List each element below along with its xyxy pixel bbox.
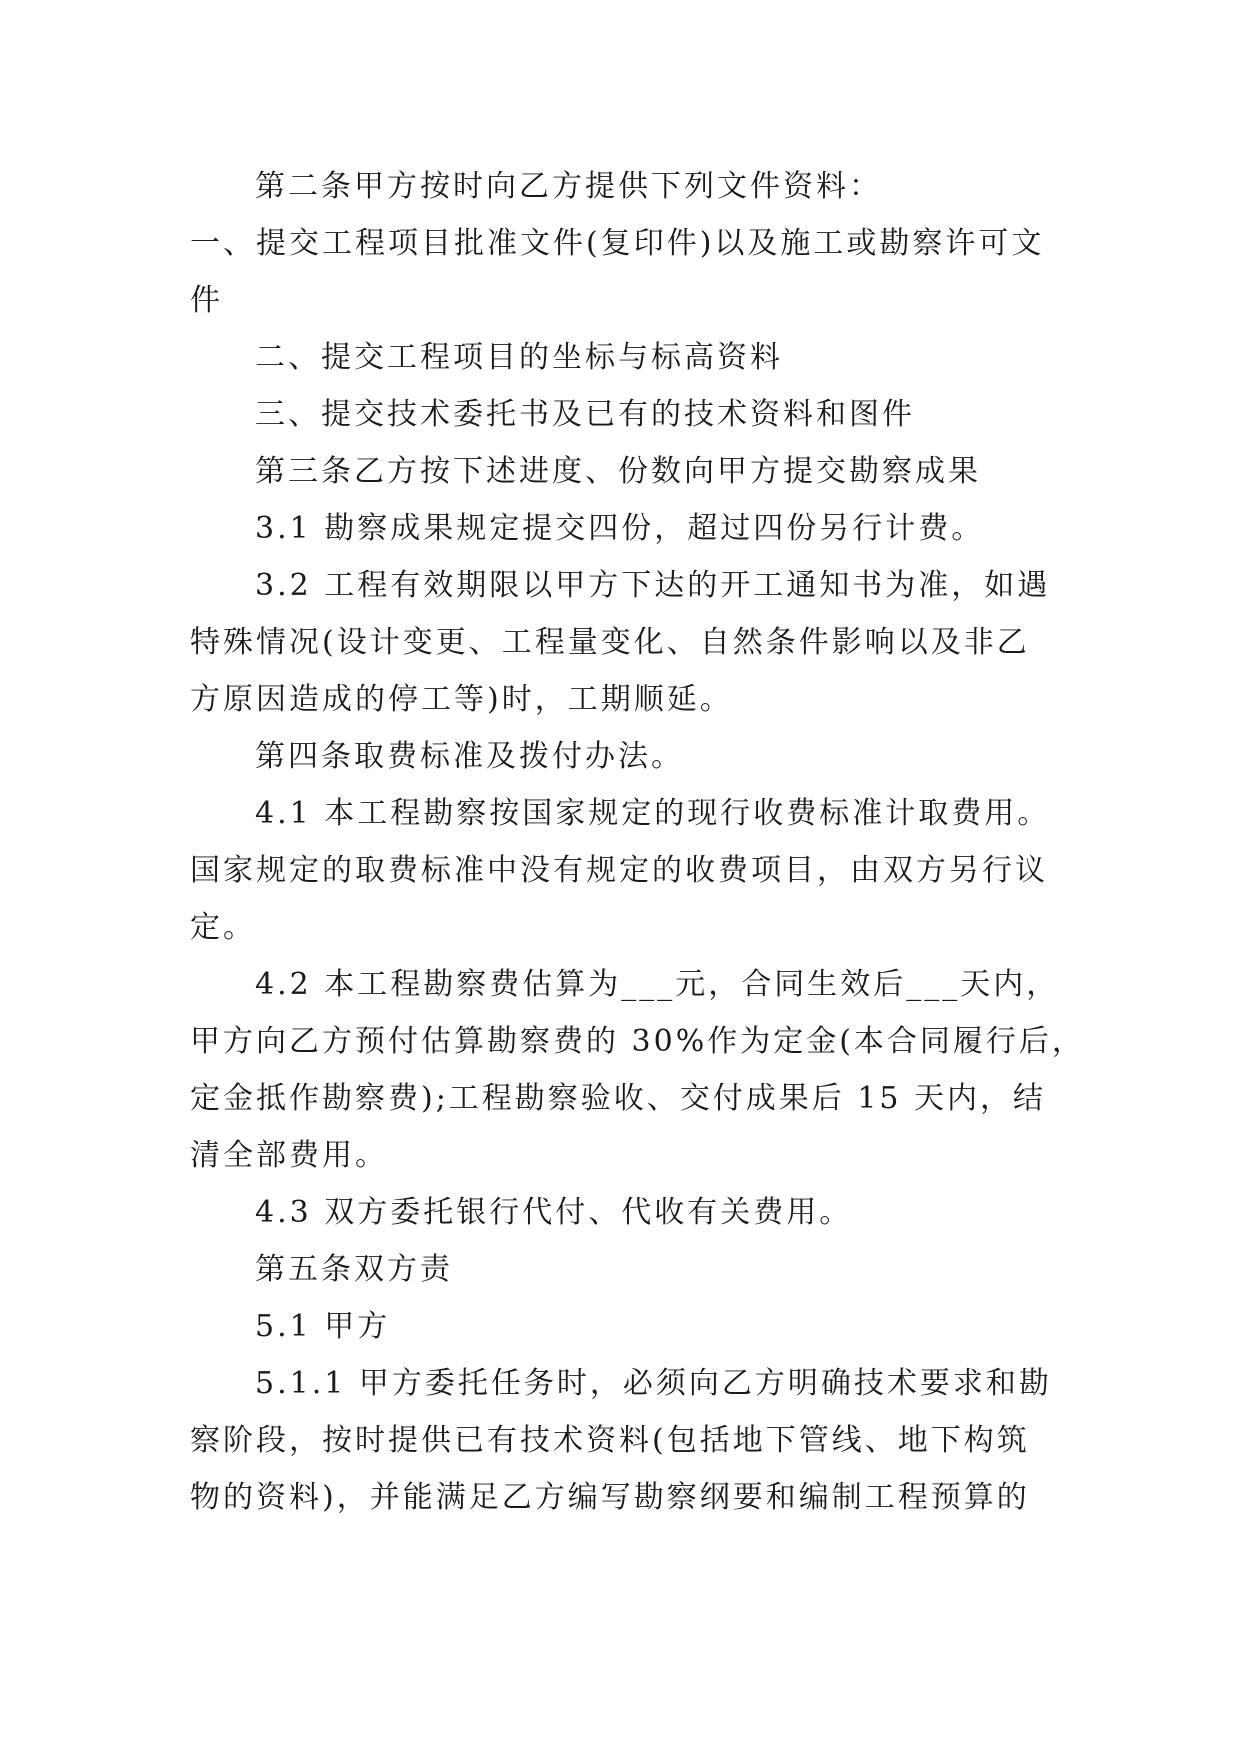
text-line: 一、提交工程项目批准文件(复印件)以及施工或勘察许可文	[190, 226, 1045, 261]
text-line: 第四条取费标准及拨付办法。	[255, 739, 684, 774]
text-line: 定金抵作勘察费);工程勘察验收、交付成果后 15 天内，结	[190, 1081, 1047, 1116]
text-line: 5.1.1 甲方委托任务时，必须向乙方明确技术要求和勘	[255, 1366, 1052, 1401]
text-line: 第三条乙方按下述进度、份数向甲方提交勘察成果	[255, 454, 981, 489]
text-line: 第二条甲方按时向乙方提供下列文件资料：	[255, 169, 882, 204]
text-line: 清全部费用。	[190, 1138, 388, 1173]
paragraph-3-1	[190, 500, 1070, 557]
paragraph-4-1	[190, 785, 1070, 956]
text-line: 4.1 本工程勘察按国家规定的现行收费标准计取费用。	[255, 796, 1051, 831]
paragraph-item-3	[190, 386, 1070, 443]
text-line: 3.2 工程有效期限以甲方下达的开工通知书为准，如遇	[255, 568, 1051, 603]
text-line: 定。	[190, 910, 256, 945]
text-line: 方原因造成的停工等)时，工期顺延。	[190, 682, 733, 717]
paragraph-article-2	[190, 158, 1070, 215]
text-line: 件	[190, 283, 223, 318]
paragraph-article-5	[190, 1241, 1070, 1298]
text-line: 国家规定的取费标准中没有规定的收费项目，由双方另行议	[190, 853, 1048, 888]
paragraph-4-3	[190, 1184, 1070, 1241]
text-line: 甲方向乙方预付估算勘察费的 30%作为定金(本合同履行后，	[190, 1024, 1085, 1059]
text-line: 察阶段，按时提供已有技术资料(包括地下管线、地下构筑	[190, 1423, 1030, 1458]
paragraph-3-2	[190, 557, 1070, 728]
paragraph-4-2	[190, 956, 1085, 1184]
text-line: 三、提交技术委托书及已有的技术资料和图件	[255, 397, 915, 432]
document-body	[190, 158, 1085, 1526]
text-line: 物的资料)，并能满足乙方编写勘察纲要和编制工程预算的	[190, 1480, 1030, 1515]
text-line: 5.1 甲方	[255, 1309, 391, 1344]
paragraph-5-1	[190, 1298, 1070, 1355]
text-line: 第五条双方责	[255, 1252, 453, 1287]
text-line: 4.3 双方委托银行代付、代收有关费用。	[255, 1195, 853, 1230]
text-line: 4.2 本工程勘察费估算为___元，合同生效后___天内，	[255, 967, 1060, 1002]
text-line: 特殊情况(设计变更、工程量变化、自然条件影响以及非乙	[190, 625, 1030, 660]
text-line: 二、提交工程项目的坐标与标高资料	[255, 340, 783, 375]
paragraph-article-3	[190, 443, 1070, 500]
paragraph-item-1	[190, 215, 1070, 329]
paragraph-article-4	[190, 728, 1070, 785]
text-line: 3.1 勘察成果规定提交四份，超过四份另行计费。	[255, 511, 985, 546]
paragraph-item-2	[190, 329, 1070, 386]
paragraph-5-1-1	[190, 1355, 1070, 1526]
